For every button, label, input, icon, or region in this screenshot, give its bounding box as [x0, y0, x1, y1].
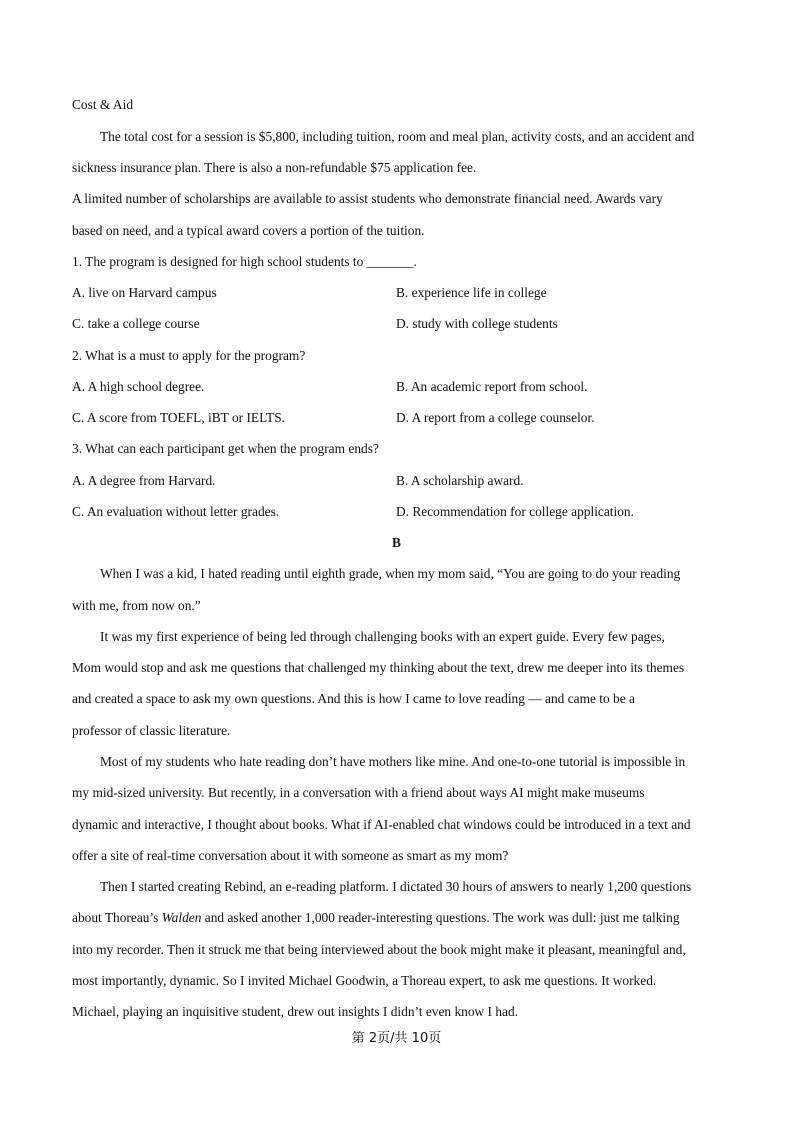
b-paragraph-4-line-1: Then I started creating Rebind, an e-reading platform. I dictated 30 hours of answers to nearly 1,200 questions	[100, 879, 692, 894]
page-footer: 第 2页/共 10页	[351, 1031, 442, 1046]
aid-paragraph-line-2: based on need, and a typical award covers a portion of the tuition.	[72, 223, 425, 238]
question-3-option-d: D. Recommendation for college application.	[396, 504, 634, 519]
b-paragraph-4-line-3: into my recorder. Then it struck me that being interviewed about the book might make it pleasant, meaningful and,	[72, 942, 686, 957]
b-paragraph-4-line-4: most importantly, dynamic. So I invited Michael Goodwin, a Thoreau expert, to ask me questions. It worked.	[72, 973, 657, 988]
b-paragraph-4-line-2-pre: about Thoreau’s	[72, 910, 162, 925]
cost-paragraph-line-1: The total cost for a session is $5,800, including tuition, room and meal plan, activity costs, and an accident and	[100, 129, 695, 144]
question-1-option-d: D. study with college students	[396, 316, 558, 331]
b-paragraph-3-line-1: Most of my students who hate reading don’t have mothers like mine. And one-to-one tutorial is impossible in	[100, 754, 686, 769]
b-paragraph-2-line-1: It was my first experience of being led through challenging books with an expert guide. Every few pages,	[100, 629, 665, 644]
question-3-option-a: A. A degree from Harvard.	[72, 473, 216, 488]
question-2-option-d: D. A report from a college counselor.	[396, 410, 595, 425]
question-1-option-b: B. experience life in college	[396, 285, 547, 300]
question-3-stem: 3. What can each participant get when the program ends?	[72, 441, 379, 456]
b-paragraph-2-line-2: Mom would stop and ask me questions that challenged my thinking about the text, drew me deeper into its themes	[72, 660, 685, 675]
b-paragraph-2-line-4: professor of classic literature.	[72, 723, 231, 738]
b-paragraph-4-line-2-post: and asked another 1,000 reader-interesting questions. The work was dull: just me talking	[201, 910, 680, 925]
b-paragraph-4-line-2	[72, 910, 680, 926]
b-paragraph-1-line-1: When I was a kid, I hated reading until eighth grade, when my mom said, “You are going to do your reading	[100, 566, 681, 581]
book-title-walden: Walden	[161, 910, 202, 925]
b-paragraph-2-line-3: and created a space to ask my own questions. And this is how I came to love reading — and came to be a	[72, 691, 635, 706]
b-paragraph-3-line-3: dynamic and interactive, I thought about books. What if AI-enabled chat windows could be introduced in a text and	[72, 817, 691, 832]
question-1-option-a: A. live on Harvard campus	[72, 285, 217, 300]
question-1-stem: 1. The program is designed for high school students to _______.	[72, 254, 417, 269]
section-b-heading: B	[392, 535, 401, 550]
b-paragraph-1-line-2: with me, from now on.”	[72, 598, 201, 613]
b-paragraph-4-line-5: Michael, playing an inquisitive student, drew out insights I didn’t even know I had.	[72, 1004, 519, 1019]
question-3-option-b: B. A scholarship award.	[396, 473, 524, 488]
question-1-option-c: C. take a college course	[72, 316, 200, 331]
cost-paragraph-line-2: sickness insurance plan. There is also a non-refundable $75 application fee.	[72, 160, 477, 175]
question-3-option-c: C. An evaluation without letter grades.	[72, 504, 280, 519]
b-paragraph-3-line-2: my mid-sized university. But recently, in a conversation with a friend about ways AI might make museums	[72, 785, 645, 800]
question-2-option-c: C. A score from TOEFL, iBT or IELTS.	[72, 410, 286, 425]
aid-paragraph-line-1: A limited number of scholarships are available to assist students who demonstrate financial need. Awards vary	[72, 191, 663, 206]
b-paragraph-3-line-4: offer a site of real-time conversation about it with someone as smart as my mom?	[72, 848, 509, 863]
section-title: Cost & Aid	[72, 97, 134, 112]
question-2-option-b: B. An academic report from school.	[396, 379, 588, 394]
question-2-option-a: A. A high school degree.	[72, 379, 205, 394]
question-2-stem: 2. What is a must to apply for the program?	[72, 348, 306, 363]
